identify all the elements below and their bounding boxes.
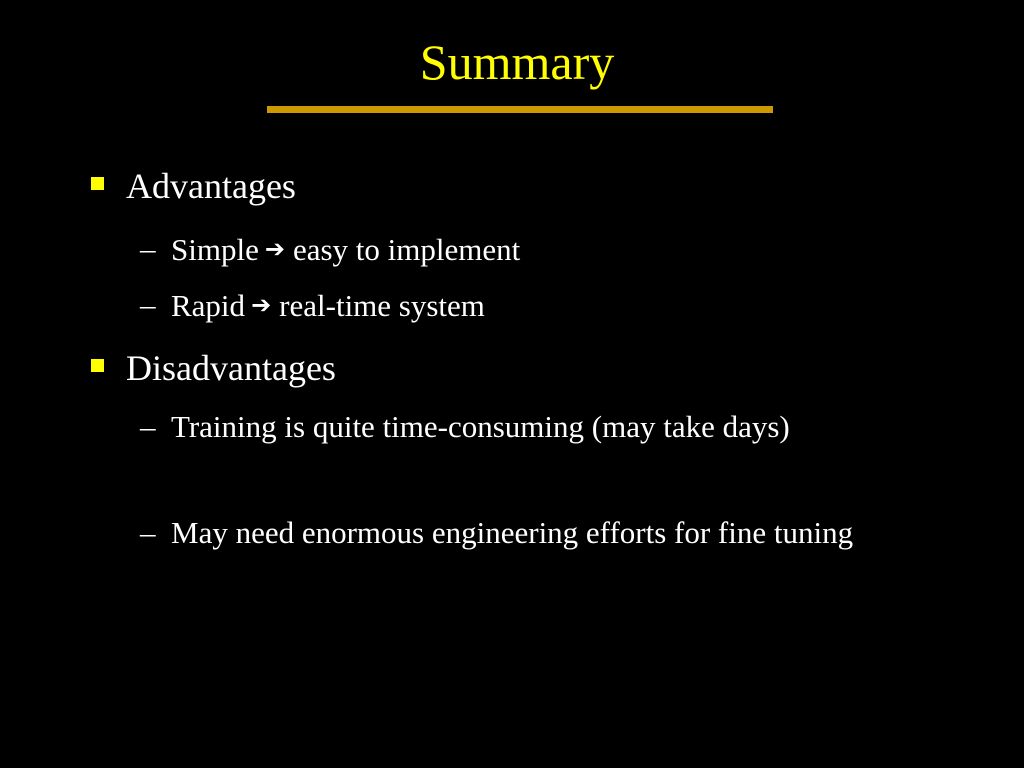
subitem-after-text: real-time system [279, 288, 485, 323]
subitem-text: May need enormous engineering efforts for fine tuning [171, 515, 854, 550]
dash-marker: – [140, 515, 156, 550]
dash-marker: – [140, 287, 156, 322]
subitem-text [171, 282, 861, 329]
subitem-text [171, 226, 861, 273]
subitem-before-text: Rapid [171, 288, 246, 323]
bullet-label: Disadvantages [126, 348, 336, 388]
right-arrow-icon: ➔ [264, 235, 285, 263]
subitem-before-text: Simple [171, 232, 259, 267]
right-arrow-icon: ➔ [251, 291, 272, 319]
slide-title: Summary [419, 34, 615, 90]
dash-marker: – [140, 409, 156, 444]
subitem-after-text: easy to implement [292, 232, 521, 267]
square-bullet-icon [91, 177, 104, 190]
square-bullet-icon [91, 359, 104, 372]
subitem-text: Training is quite time-consuming (may take days) [171, 409, 790, 444]
bullet-label: Advantages [126, 166, 296, 206]
dash-marker: – [140, 231, 156, 266]
